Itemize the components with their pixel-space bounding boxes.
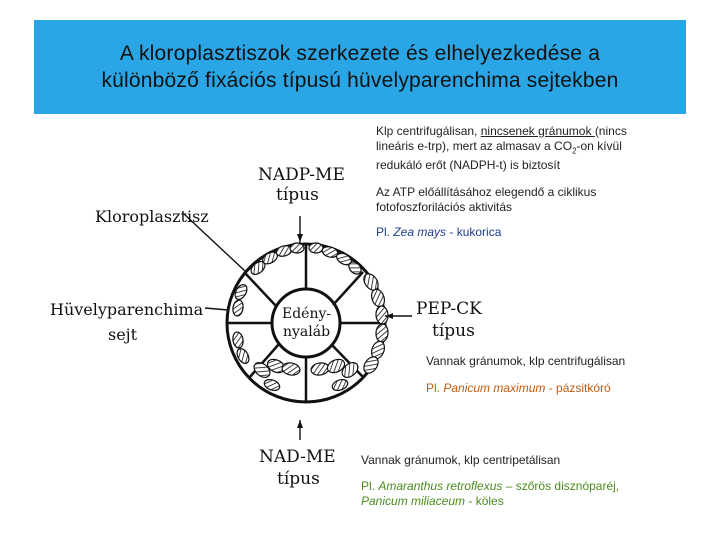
- nadp-me-desc-line3: redukáló erőt (NADPH-t) is biztosít: [376, 158, 561, 173]
- label-bundle-sheath-cell: sejt: [108, 325, 138, 344]
- label-vascular-1: Edény-: [282, 306, 332, 322]
- nad-me-description: Vannak gránumok, klp centripetálisan: [361, 453, 561, 467]
- label-vascular-2: nyaláb: [283, 324, 331, 340]
- pep-ck-example-species: Panicum maximum: [443, 381, 546, 395]
- atp-line-2: fotofoszforilációs aktivitás: [376, 199, 513, 214]
- label-nad-me: NAD-ME: [259, 447, 336, 467]
- nadp-me-desc-underlined: nincsenek gránumok: [480, 124, 595, 138]
- label-pep-ck-type: típus: [432, 321, 475, 341]
- nadp-me-desc-post: (nincs: [594, 124, 627, 138]
- pep-ck-description: Vannak gránumok, klp centrifugálisan: [426, 354, 626, 368]
- label-pep-ck: PEP-CK: [416, 299, 482, 319]
- label-nad-me-type: típus: [277, 469, 320, 489]
- nad-me-example-species-1: Amaranthus retroflexus: [378, 479, 503, 493]
- nadp-me-example-species: Zea mays: [393, 225, 447, 239]
- nadp-me-desc-line2-post: -on kívül: [576, 138, 622, 153]
- label-chloroplast: Kloroplasztisz: [95, 207, 209, 226]
- co2-subscript: 2: [572, 145, 577, 155]
- nad-me-example-species-2: Panicum miliaceum: [361, 493, 466, 508]
- vascular-bundle-circle: [272, 289, 340, 357]
- nad-me-example-mid: – szőrös disznóparéj,: [502, 479, 620, 493]
- nadp-me-example-pre: Pl.: [376, 225, 394, 239]
- arrow-nadp-me: [297, 234, 303, 242]
- nad-me-example-post: - köles: [465, 493, 504, 508]
- pep-ck-example-pre: Pl.: [426, 381, 444, 395]
- nadp-me-desc-pre: Klp centrifugálisan,: [376, 124, 481, 138]
- arrow-nad-me: [297, 420, 303, 428]
- nadp-me-desc-line2: lineáris e-trp), mert az almasav a CO: [376, 138, 573, 153]
- label-nadp-me-type: típus: [276, 185, 319, 205]
- title-line-1: A kloroplasztiszok szerkezete és elhelyezkedése a: [119, 42, 601, 65]
- pep-ck-example-post: - pázsitkóró: [545, 381, 611, 395]
- label-bundle-sheath: Hüvelyparenchima: [50, 300, 204, 319]
- atp-line-1: Az ATP előállításához elegendő a ciklikus: [376, 185, 597, 199]
- nad-me-example-pre: Pl.: [361, 479, 379, 493]
- label-nadp-me: NADP-ME: [258, 165, 345, 185]
- nadp-me-example-post: - kukorica: [446, 225, 502, 239]
- title-line-2: különböző fixációs típusú hüvelyparenchima sejtekben: [101, 69, 619, 92]
